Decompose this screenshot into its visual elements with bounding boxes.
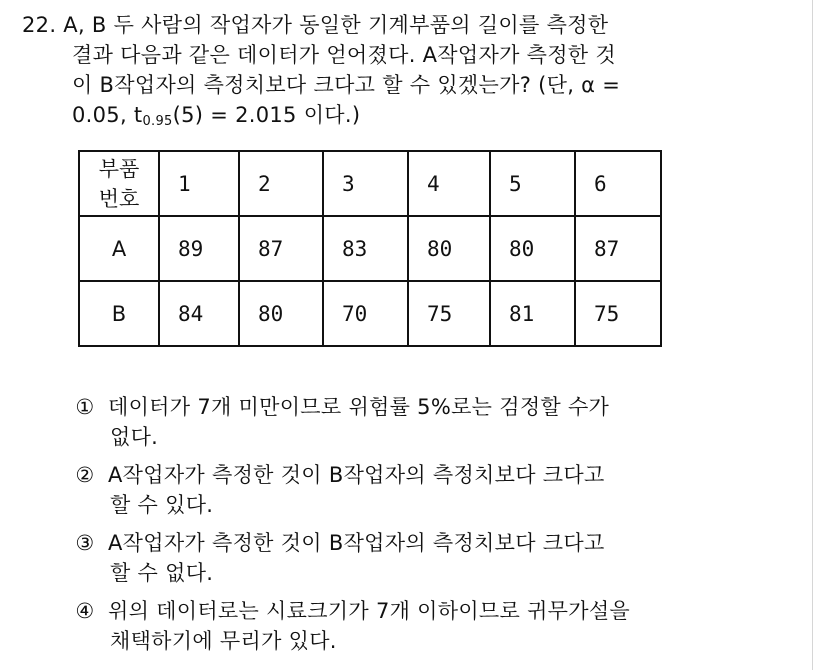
column-header: 2 bbox=[239, 151, 323, 216]
table-cell: 83 bbox=[323, 216, 408, 281]
option-2-line-2: 할 수 있다. bbox=[110, 493, 214, 517]
table-cell: 81 bbox=[490, 281, 575, 346]
question-text-4b: (5) = 2.015 이다.) bbox=[172, 103, 361, 127]
question-stem bbox=[22, 10, 792, 130]
t-subscript: 0.95 bbox=[142, 114, 173, 129]
answer-options bbox=[72, 392, 792, 664]
option-marker: ④ bbox=[75, 599, 95, 623]
column-header: 1 bbox=[159, 151, 239, 216]
option-2-line-1 bbox=[72, 460, 792, 490]
table-cell: 70 bbox=[323, 281, 408, 346]
option-1[interactable] bbox=[72, 392, 792, 452]
question-number: 22. bbox=[22, 13, 57, 37]
column-header: 6 bbox=[575, 151, 661, 216]
table-cell: 75 bbox=[408, 281, 490, 346]
option-4-line-2: 채택하기에 무리가 있다. bbox=[110, 629, 337, 653]
column-header: 3 bbox=[323, 151, 408, 216]
page-edge-divider bbox=[812, 0, 813, 670]
option-marker: ③ bbox=[75, 531, 95, 555]
option-marker: ② bbox=[75, 463, 95, 487]
option-3-line-1 bbox=[72, 528, 792, 558]
table-row bbox=[79, 216, 661, 281]
option-marker: ① bbox=[75, 395, 95, 419]
column-header: 5 bbox=[490, 151, 575, 216]
table-cell: 84 bbox=[159, 281, 239, 346]
option-4[interactable] bbox=[72, 596, 792, 656]
row-label: B bbox=[79, 281, 159, 346]
question-line-4 bbox=[22, 100, 792, 130]
table-cell: 87 bbox=[575, 216, 661, 281]
table-cell: 75 bbox=[575, 281, 661, 346]
option-text: 위의 데이터로는 시료크기가 7개 이하이므로 귀무가설을 bbox=[108, 599, 631, 623]
question-text-1: A, B 두 사람의 작업자가 동일한 기계부품의 길이를 측정한 bbox=[63, 13, 609, 37]
question-text-4a: 0.05, t bbox=[72, 103, 143, 127]
option-1-line-1 bbox=[72, 392, 792, 422]
table-cell: 89 bbox=[159, 216, 239, 281]
question-line-3: 이 B작업자의 측정치보다 크다고 할 수 있겠는가? (단, α = bbox=[72, 73, 621, 97]
option-3[interactable] bbox=[72, 528, 792, 588]
table-cell: 80 bbox=[239, 281, 323, 346]
header-label-line1: 부품 bbox=[98, 156, 140, 181]
question-line-2: 결과 다음과 같은 데이터가 얻어졌다. A작업자가 측정한 것 bbox=[72, 43, 616, 67]
table-header-row bbox=[79, 151, 661, 216]
option-1-line-2: 없다. bbox=[110, 425, 159, 449]
question-line-1 bbox=[22, 10, 792, 40]
measurement-table bbox=[78, 150, 662, 347]
option-text: A작업자가 측정한 것이 B작업자의 측정치보다 크다고 bbox=[108, 463, 605, 487]
option-2[interactable] bbox=[72, 460, 792, 520]
option-text: A작업자가 측정한 것이 B작업자의 측정치보다 크다고 bbox=[108, 531, 605, 555]
table-cell: 80 bbox=[408, 216, 490, 281]
table-cell: 80 bbox=[490, 216, 575, 281]
option-4-line-1 bbox=[72, 596, 792, 626]
column-header: 4 bbox=[408, 151, 490, 216]
table-row bbox=[79, 281, 661, 346]
row-label: A bbox=[79, 216, 159, 281]
option-3-line-2: 할 수 없다. bbox=[110, 561, 214, 585]
header-label-cell bbox=[79, 151, 159, 216]
option-text: 데이터가 7개 미만이므로 위험률 5%로는 검정할 수가 bbox=[108, 395, 610, 419]
table-cell: 87 bbox=[239, 216, 323, 281]
header-label-line2: 번호 bbox=[98, 186, 140, 211]
